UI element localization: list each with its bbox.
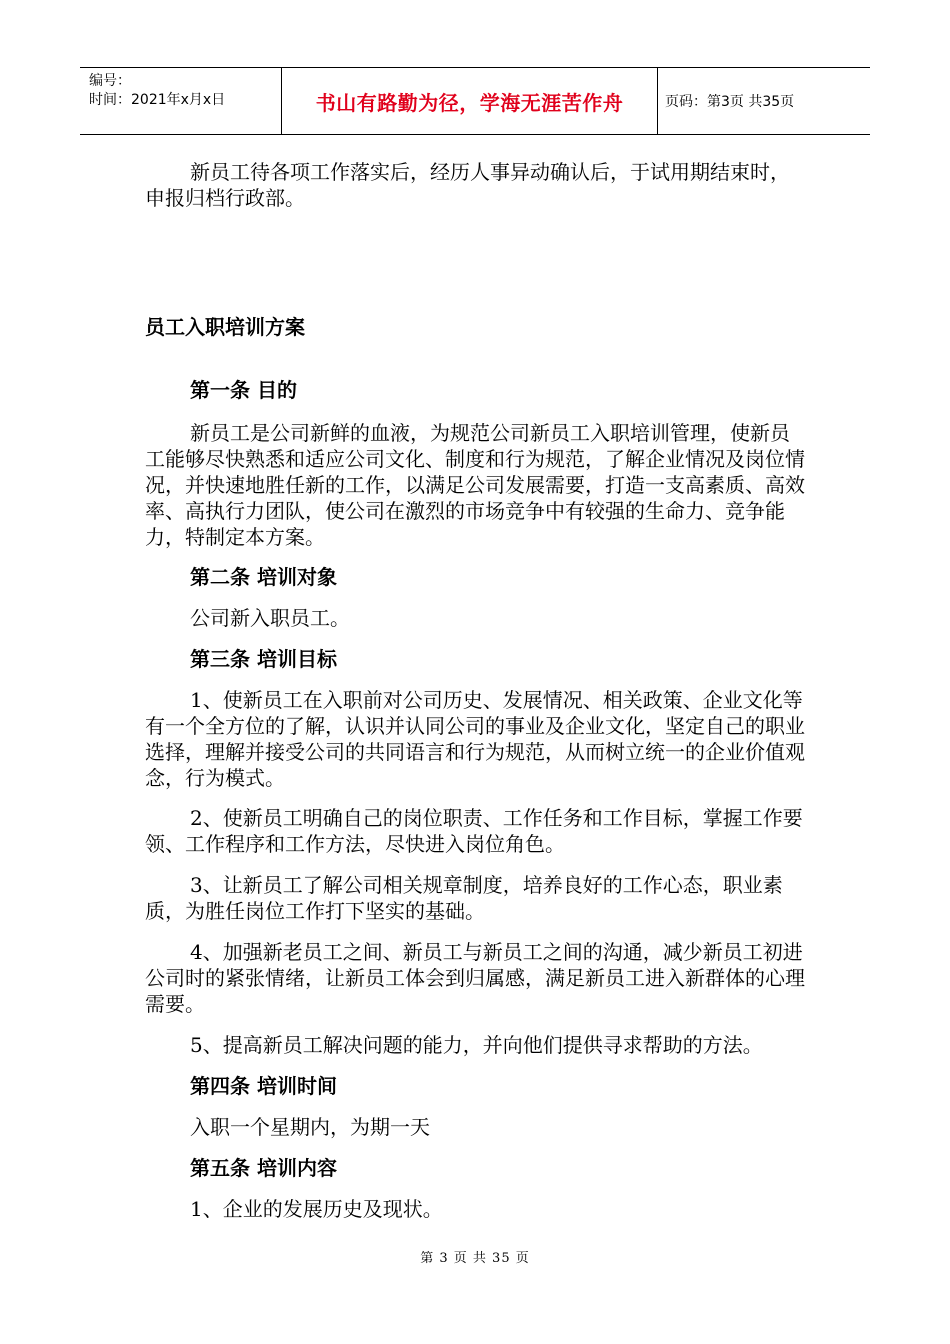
intro-paragraph: 新员工待各项工作落实后，经历人事异动确认后，于试用期结束时，申报归档行政部。	[145, 160, 790, 210]
page-header	[80, 67, 870, 135]
article-1-heading: 第一条 目的	[190, 378, 297, 402]
article-3-item: 2、使新员工明确自己的岗位职责、工作任务和工作目标，掌握工作要领、工作程序和工作方法，尽快进入岗位角色。	[145, 806, 803, 856]
document-date-label: 时间：2021年x月x日	[89, 92, 226, 108]
article-4-heading: 第四条 培训时间	[190, 1074, 337, 1098]
header-meta	[80, 68, 282, 134]
header-motto-cell	[282, 68, 658, 134]
article-5-item: 1、企业的发展历史及现状。	[190, 1197, 443, 1221]
header-page-cell	[658, 68, 870, 134]
article-3-item: 4、加强新老员工之间、新员工与新员工之间的沟通，减少新员工初进公司时的紧张情绪，让新员工体会到归属感，满足新员工进入新群体的心理需要。	[145, 940, 805, 1016]
article-1-text: 新员工是公司新鲜的血液，为规范公司新员工入职培训管理，使新员工能够尽快熟悉和适应公司文化、制度和行为规范，了解企业情况及岗位情况，并快速地胜任新的工作，以满足公司发展需要，打造一支高素质、高效率、高执行力团队，使公司在激烈的市场竞争中有较强的生命力、竞争能力，特制定本方案。	[145, 421, 805, 549]
page-footer: 第 3 页 共 35 页	[420, 1251, 530, 1266]
article-3-heading: 第三条 培训目标	[190, 647, 337, 671]
header-motto: 书山有路勤为径，学海无涯苦作舟	[315, 90, 624, 115]
document-number-label: 编号：	[89, 73, 131, 89]
article-4-text: 入职一个星期内，为期一天	[190, 1115, 430, 1139]
article-2-text: 公司新入职员工。	[190, 606, 350, 630]
article-5-heading: 第五条 培训内容	[190, 1156, 337, 1180]
article-3-item: 1、使新员工在入职前对公司历史、发展情况、相关政策、企业文化等有一个全方位的了解，认识并认同公司的事业及企业文化，坚定自己的职业选择，理解并接受公司的共同语言和行为规范，从而树立统一的企业价值观念，行为模式。	[145, 688, 805, 790]
article-3-item: 3、让新员工了解公司相关规章制度，培养良好的工作心态，职业素质，为胜任岗位工作打下坚实的基础。	[145, 873, 783, 923]
header-page-info: 页码：第3页 共35页	[665, 94, 795, 110]
article-2-heading: 第二条 培训对象	[190, 565, 337, 589]
document-title: 员工入职培训方案	[145, 315, 305, 339]
article-3-item: 5、提高新员工解决问题的能力，并向他们提供寻求帮助的方法。	[190, 1033, 763, 1057]
